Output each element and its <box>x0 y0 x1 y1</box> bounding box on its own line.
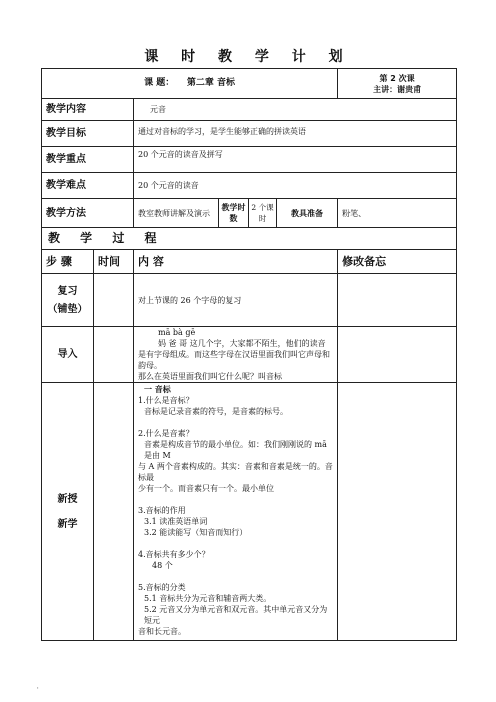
process-heading: 教 学 过 程 <box>42 228 457 250</box>
q4: 4.音标共有多少个？ <box>138 550 210 559</box>
notes-column-header: 修改备忘 <box>338 250 457 274</box>
goal-label: 教学目标 <box>42 121 134 147</box>
method-value: 教室教师讲解及演示 <box>134 199 219 228</box>
key-point-row <box>42 147 457 173</box>
key-point-value: 20 个元音的读音及拼写 <box>134 147 457 173</box>
difficulty-value: 20 个元音的读音 <box>134 173 457 199</box>
content-label: 教学内容 <box>42 99 134 121</box>
time-column-header: 时间 <box>94 250 134 274</box>
review-row <box>42 274 457 327</box>
tools-label: 教具准备 <box>277 199 338 228</box>
session-number: 第 2 次课 <box>379 73 415 83</box>
review-content: 对上节课的 26 个字母的复习 <box>134 274 338 327</box>
q1: 1.什么是音标？ <box>138 396 194 405</box>
tools-value: 粉笔、 <box>338 199 457 228</box>
new-lesson-step-line2: 新学 <box>57 518 78 530</box>
page-title: 课 时 教 学 计 划 <box>144 49 352 65</box>
a3-line-2: 3.2 能读能写（知音而知行） <box>144 528 248 537</box>
a3-line-1: 3.1 读准英语单词 <box>144 517 208 526</box>
new-lesson-step-line1: 新授 <box>57 493 78 505</box>
process-heading-row <box>42 228 457 250</box>
topic-value: 第二章 音标 <box>186 78 235 88</box>
method-label: 教学方法 <box>42 199 134 228</box>
a2-line-3: 少有一个。而音素只有一个。最小单位 <box>138 484 274 493</box>
goal-row <box>42 121 457 147</box>
intro-line-3: 那么在英语里面我们叫它什么呢？叫音标 <box>138 372 282 381</box>
a5-line-3: 音和长元音。 <box>138 627 186 636</box>
a5-line-2: 5.2 元音又分为单元音和双元音。其中单元音又分为短元 <box>144 605 328 625</box>
new-lesson-row <box>42 383 457 641</box>
q3: 3.音标的作用 <box>138 506 186 515</box>
hours-label: 教学时数 <box>219 199 249 228</box>
intro-line-1: 妈 爸 哥 这几个字，大家都不陌生，他们的读音 <box>158 339 326 348</box>
content-value: 元音 <box>134 99 457 121</box>
difficulty-label: 教学难点 <box>42 173 134 199</box>
a4: 48 个 <box>152 561 173 570</box>
lesson-plan-table <box>41 68 457 641</box>
footer-mark: ' <box>37 687 39 694</box>
intro-row <box>42 327 457 383</box>
q5: 5.音标的分类 <box>138 583 186 592</box>
intro-step: 导入 <box>42 327 94 383</box>
topic-label: 课 题： <box>144 78 175 88</box>
hours-value: 2 个课时 <box>249 199 277 228</box>
goal-value: 通过对音标的学习，是学生能够正确的拼读英语 <box>134 121 457 147</box>
intro-line-2: 是有字母组成。而这些字母在汉语里面我们叫它声母和韵母。 <box>138 350 330 370</box>
step-column-header: 步 骤 <box>42 250 94 274</box>
key-point-label: 教学重点 <box>42 147 134 173</box>
lecturer: 主讲：谢贵甫 <box>373 84 422 94</box>
a1: 音标是记录音素的符号，是音素的标号。 <box>144 407 288 416</box>
process-header-row <box>42 250 457 274</box>
topic-row <box>42 69 457 99</box>
q2: 2.什么是音素？ <box>138 429 194 438</box>
content-column-header: 内 容 <box>134 250 338 274</box>
difficulty-row <box>42 173 457 199</box>
method-row <box>42 199 457 228</box>
section-heading: 一 音标 <box>144 385 171 394</box>
a2-line-2: 与 A 两个音素构成的。其实：音素和音素是统一的。音标最 <box>138 462 333 482</box>
review-step-line1: 复习 <box>57 285 78 297</box>
a2-line-1: 音素是构成音节的最小单位。如：我们刚刚说的 mā是由 M <box>144 440 327 460</box>
a5-line-1: 5.1 音标共分为元音和辅音两大类。 <box>144 594 272 603</box>
intro-pinyin: mā bà gē <box>158 328 196 337</box>
review-step-line2: （铺垫） <box>47 303 88 315</box>
content-row <box>42 99 457 121</box>
